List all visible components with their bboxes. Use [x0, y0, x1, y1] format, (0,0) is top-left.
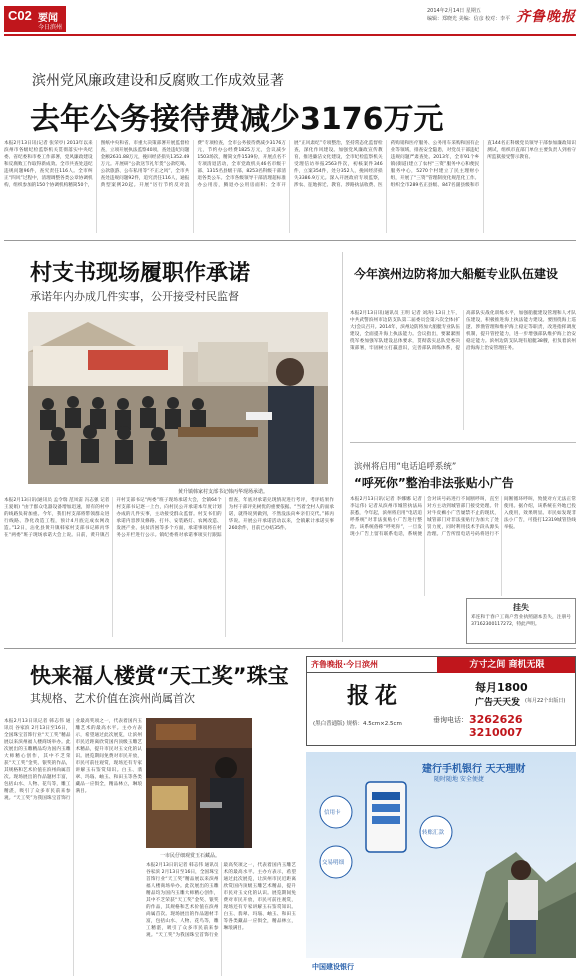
classified-hotline-label: 垂询电话：	[433, 716, 468, 724]
bank-ad-image	[306, 752, 576, 976]
lost-notice-box	[466, 598, 576, 644]
section-badge	[4, 6, 66, 32]
subsection-name: 今日滨州	[38, 24, 63, 31]
bank-ad	[306, 752, 576, 976]
jewelry-headline: 快来福人楼赏“天工奖”珠宝	[30, 664, 289, 688]
classified-note: (每月22个出版日)	[525, 698, 566, 704]
village-photo	[28, 312, 328, 484]
bank-ad-tagline: 随时随地 安全便捷	[434, 776, 484, 783]
lead-headline: 去年公务接待费减少3176万元	[30, 102, 444, 137]
classified-price-line: 每月1800	[475, 681, 528, 694]
lost-notice-text: 邓连和于春户工商户营业执照副本丢失，注册号37162300117272，特此声明。	[471, 615, 571, 627]
classified-banner	[307, 657, 576, 673]
village-photo-caption: 黄升镇韩家村支部书记韩丙华现场承诺。	[178, 489, 269, 495]
jewelry-photo-caption: 一市民仔细观赏玉石藏品。	[160, 853, 221, 859]
village-body: 本报2月13日讯(通讯员 孟令瑞 范凤雷 冯志强 记者 王爱娟) “由于群众电器设备增加迅速，原有的村中的线路负荷加重。今年，我们村支部将带领群众进行线路、净化改造工程，预计4月底完成农网改造。”12日，沾化县黄升镇韩家村支部书记韩丙华在“两委”班子现场承诺大会上说。日前，黄升镇召开村支部书记“两委”班子现场承诺大会，全镇64个村支部书记逐一上台，向村民公开承诺本年度计划办成的几件实事，主动接受群众监督。村支书们的承诺内容涉及修路、打井、安装路灯、农网改造、发展产业、扶贫济困等多个方面，承诺事项将在村务公开栏进行公示。镇纪委将对承诺事项实行跟踪督查，年底对承诺兑现情况进行考评，考评结果作为村干部评先树优的重要依据。“当着全村人的面承诺，就得说到做到，不然没法向乡亲们交代。”韩丙华说。开展公开承诺活动以来，全镇累计承诺实事260余件，目前已办结35件。	[4, 498, 334, 538]
header-divider	[4, 34, 576, 36]
classified-daily-line: 广告天天发	[475, 698, 521, 708]
jewelry-photo-image	[146, 718, 252, 848]
border-body: 本报2月13日讯(通讯员 王明 记者 刘涛) 13日上午，中共武警滨州市边防支队第二届委员会第六次全体(扩大)会议召开。2014年，滨州边防将加大船艇专业队伍建设，全面提升海上执法能力。会议指出，要紧紧围绕军委加强军队建设总体要求，贯彻落实总队党委决策部署，牢固树立打赢意识，完善部队训练体系，提高部队实战化训练水平，加强船艇建设管理和人才队伍建设，积极推进海上执法能力建设。要围绕海上巡逻、涉渔管理和维护海上稳定等职责，改进指挥调度机制，提升管控能力，进一步增强部队维护海上治安稳定能力。滨州边防支队现有船艇38艘，担负着滨州沿海海上治安管理任务。	[350, 311, 576, 351]
jewelry-photo	[146, 718, 252, 848]
meeting-photo-image	[28, 312, 328, 484]
classified-ad	[306, 656, 576, 746]
bank-ad-feature-3: 转账汇款	[422, 830, 445, 836]
jewelry-subhead: 其规格、艺术价值在滨州尚属首次	[30, 692, 195, 705]
masthead	[0, 0, 580, 36]
bank-ad-title: 建行手机银行 天天理财	[422, 764, 526, 775]
section-divider-2	[4, 648, 576, 649]
ads-story-headline: “呼死你”整治非法张贴小广告	[354, 476, 514, 490]
lead-kicker: 滨州党风廉政建设和反腐败工作成效显著	[32, 73, 284, 89]
right-column-rule	[342, 252, 343, 642]
ads-story-body: 本报2月13日讯(记者 李娜娜 记者 李运伟) 记者从滨州市城管执法局获悉，今年起，滨州将启用“电话追呼系统”对非法张贴小广告进行整治。该系统俗称“呼死你”，一旦发现小广告上留有联系电话，系统便会对该号码进行不间断呼叫，直至对方主动到城管部门接受处理。针对牛皮癣小广告屡禁不止的现状，城管部门对非法张贴行为加大了处罚力度，同时利用技术手段从源头治理。广告所留电话号码将进行不间断循环呼叫，致使对方无法正常使用。据介绍，该系统在外地已投入使用，效果明显。市民如发现非法小广告，可拨打12319城管热线举报。	[350, 497, 576, 537]
section-name: 要闻	[38, 13, 58, 24]
border-divider	[350, 442, 576, 443]
jewelry-body-right: 本报2月13日讯记者 韩志伟 通讯员 谷家滨 2月13日至16日，全国珠宝首饰行业“天工奖”精品展以来滨州福人楼商场举办。此次展出的玉雕精品均为国内玉雕大师精心创作，其中不乏荣获“天工奖”金奖、银奖的作品，其规格和艺术价值在滨州尚属首次。现场展出的作品题材丰富，包括山水、人物、花鸟等，雕工精湛，吸引了众多市民前来参观。“天工奖”为我国珠宝首饰行业最高奖项之一，代表着国内玉雕艺术的最高水平。主办方表示，希望通过此次展览，让滨州市民近距离欣赏国内顶级玉雕艺术精品，提升市民对玉文化的认识。展览期间免费对市民开放，市民可前往观赏，现场还有专家讲解玉石鉴赏知识。白玉、翡翠、玛瑙、岫玉、和田玉等各类藏品一应俱全，精品林立，琳琅满目。	[146, 863, 296, 938]
date-line: 2014年2月14日 星期五	[427, 8, 481, 14]
border-headline: 今年滨州边防将加大船艇专业队伍建设	[354, 267, 559, 281]
lead-body: 本报2月13日讯(记者 张荣亭) 2013年以来滨州市各级纪检监察机关贯彻落实中央纪委、省纪委和市委工作部署，党风廉政建设和反腐败工作取得新成效。全市共查处违纪违规问题96件，查究责任116人。全市纠正“四风”过程中，清理调整各类公章协调机构，组织参加的150个协调机构精简50个，图纸中央和省、市重大决策部署开展监督检查，立项开展执法监察40项，查处违纪问题金额2631.88万元，挽回经济损失1352.49万元。开展研“公款送节礼年货”公款吃喝、公款旅游、公车私用等“不正之风”，全市共查处违规问题92件，追究责任116人，通报典型案例20起。开展“厉行节约反对浪费”专项检查，全市公务接待费减少3176万元，节约办公经费1825万元，会议减少1503场次，精简文件1539份，开展点名不专项清退活动，全市党政机关46名市级干部、1315名县级干部、8253名科级干部清退各类公车。全市各级领导干部清理超标准办公用房，腾退办公用房面积；全市开展“正风肃纪”专项整治，坚持常态化监督检查，深化作风建设。加强党风廉政宣传教育，推进廉洁文化建设，全市纪检监察机关受理信访举报2563件次，初核案件346件，立案354件，处分352人，挽回经济损失3386.9万元。深入开展政府专项监察，涉农、征地拆迁、教育、涉路执法收费、医药购销和医疗服务、公务用车采购和国有企业等领域，排查安全隐患，对党员干部违纪违规问题严肃查处。2013年，全市91个乡镇(街道)建立了农村“三资”服务中心和便民服务中心，5270个村建立了民主理财小组，开展了“三资”管理制度化规范化工作。组织全市289名正县级、847名副县级和市直144名正科级党员领导干部参加廉政知识测试，组织市直部门单位主要负责人到看守所监狱接受警示教育。	[4, 141, 576, 188]
village-headline: 村支书现场履职作承诺	[30, 261, 251, 286]
ads-story-subhead: 滨州将启用“电话追呼系统”	[354, 462, 457, 472]
classified-ad-title: 报花	[347, 683, 404, 709]
bank-ad-feature-1: 信用卡	[324, 810, 341, 816]
classified-banner-right: 方寸之间 商机无限	[437, 657, 576, 673]
classified-banner-left: 齐鲁晚报·今日滨州	[311, 660, 379, 669]
editors-line: 编辑：郑晓光 美编：信彦 校对：李平	[427, 16, 511, 22]
bank-ad-feature-2: 交易明细	[322, 860, 345, 866]
classified-size-line: (黑白普通版) 规格：4.5cm×2.5cm	[313, 721, 402, 727]
jewelry-body-left: 本报2月13日讯记者 韩志伟 通讯员 谷家滨 2月13日至16日，全国珠宝首饰行业“天工奖”精品展以来滨州福人楼商场举办。此次展出的玉雕精品均为国内玉雕大师精心创作，其中不乏荣获“天工奖”金奖、银奖的作品，其规格和艺术价值在滨州尚属首次。现场展出的作品题材丰富，包括山水、人物、花鸟等，雕工精湛，吸引了众多市民前来参观。“天工奖”为我国珠宝首饰行业最高奖项之一，代表着国内玉雕艺术的最高水平。主办方表示，希望通过此次展览，让滨州市民近距离欣赏国内顶级玉雕艺术精品，提升市民对玉文化的认识。展览期间免费对市民开放，市民可前往观赏，现场还有专家讲解玉石鉴赏知识。白玉、翡翠、玛瑙、岫玉、和田玉等各类藏品一应俱全，精品林立，琳琅满目。	[4, 719, 142, 801]
page-code: C02	[8, 8, 32, 23]
classified-hotline: 3262626 3210007	[469, 713, 523, 739]
section-divider	[4, 240, 576, 241]
bank-logo: 中国建设银行	[312, 963, 354, 971]
village-subhead: 承诺年内办成几件实事，公开接受村民监督	[30, 290, 239, 303]
newspaper-logo: 齐鲁晚报	[516, 9, 576, 25]
lost-notice-title: 挂失	[513, 603, 529, 612]
